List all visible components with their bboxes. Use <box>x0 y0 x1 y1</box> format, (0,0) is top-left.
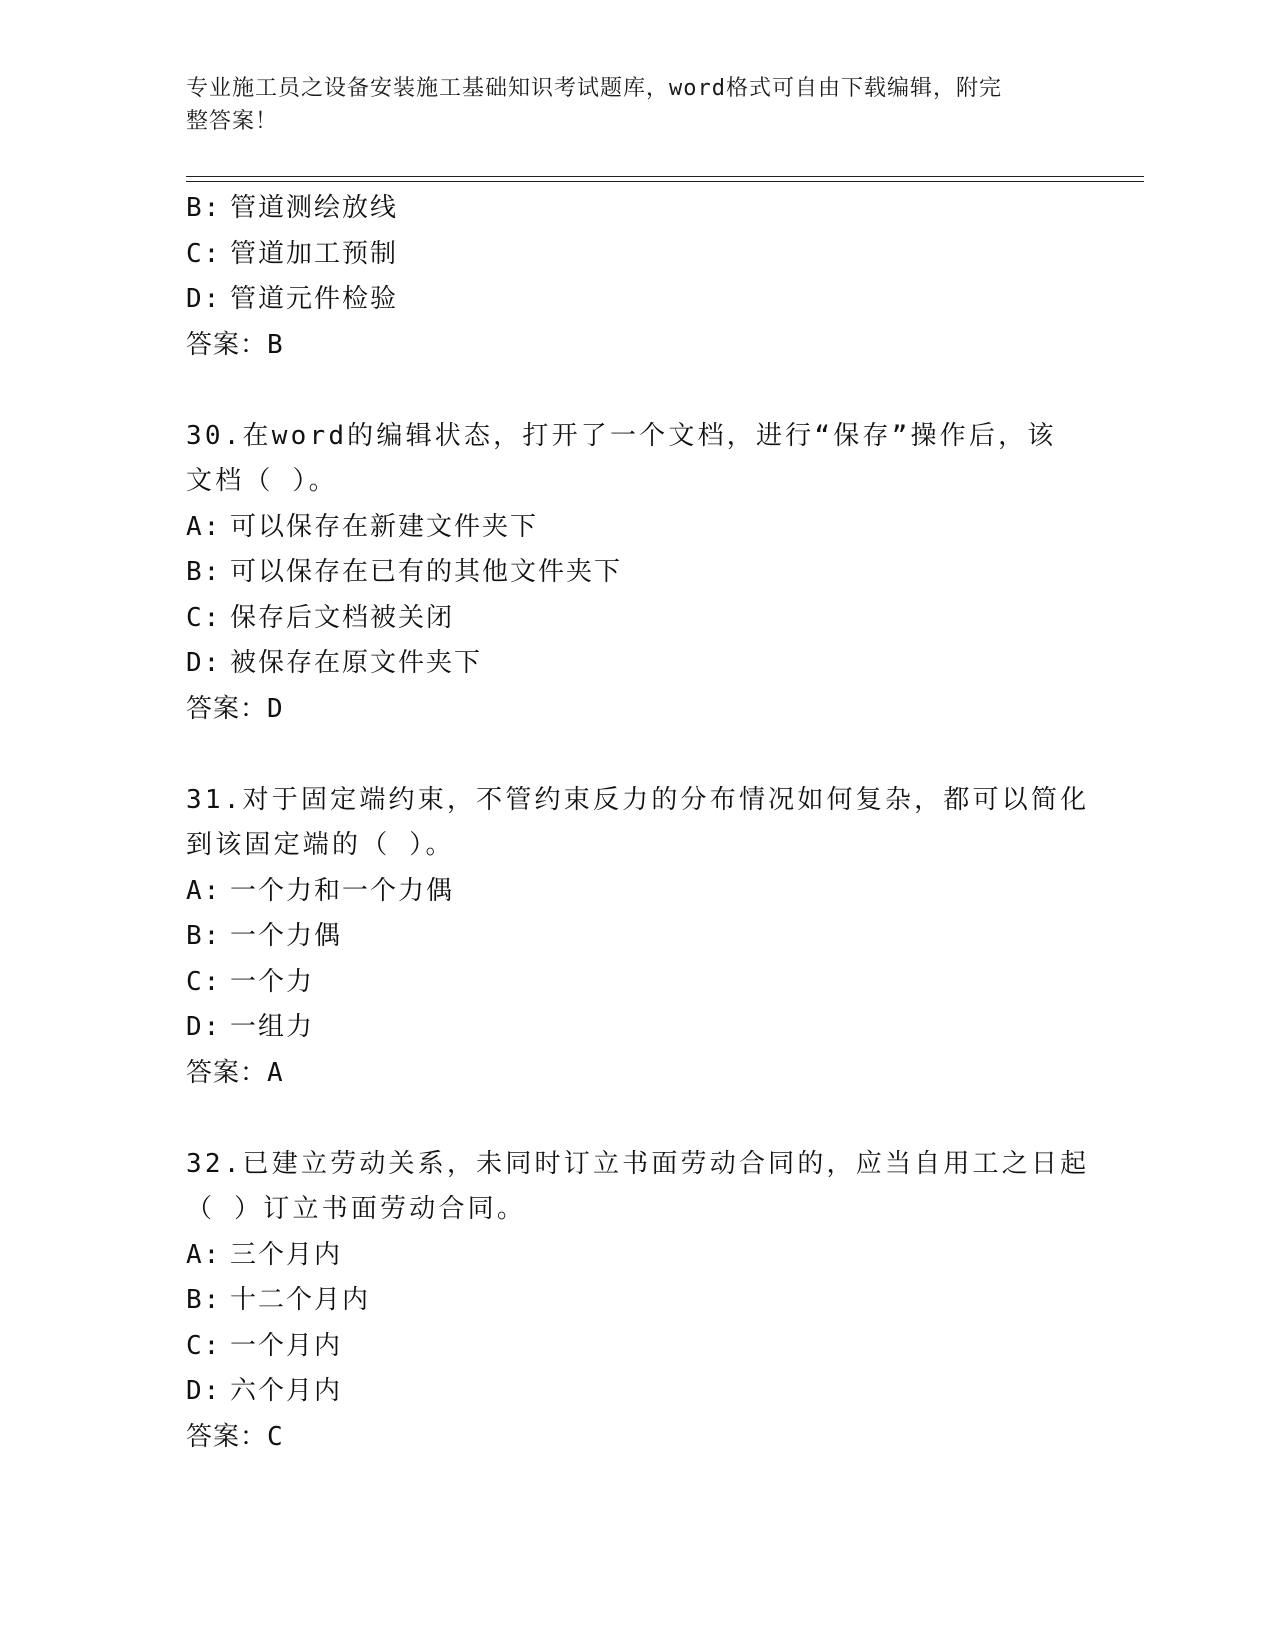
option-label: C: <box>186 238 222 269</box>
option-text: 一个力和一个力偶 <box>230 875 455 906</box>
document-header <box>186 72 1066 138</box>
option-text: 可以保存在已有的其他文件夹下 <box>230 557 623 587</box>
option-label: A: <box>186 511 222 542</box>
option-text: 三个月内 <box>230 1239 343 1270</box>
option-text: 一个力偶 <box>230 921 343 951</box>
option-a <box>186 505 1086 551</box>
option-d <box>186 277 1086 323</box>
option-d <box>186 1005 1086 1051</box>
option-text: 一组力 <box>230 1012 315 1042</box>
option-a <box>186 869 1086 915</box>
question-text-line: 到该固定端的（ ）。 <box>186 830 455 860</box>
header-line-2: 整答案！ <box>186 109 279 134</box>
option-text: 保存后文档被关闭 <box>230 602 455 633</box>
option-text: 管道元件检验 <box>230 284 399 314</box>
option-a <box>186 1233 1086 1279</box>
option-label: C: <box>186 602 222 633</box>
option-c <box>186 232 1086 278</box>
option-label: D: <box>186 284 222 314</box>
answer-line: 答案：C <box>186 1421 284 1452</box>
option-label: B: <box>186 557 222 587</box>
answer-line: 答案：D <box>186 693 284 724</box>
option-label: A: <box>186 875 222 906</box>
option-c <box>186 960 1086 1006</box>
question-text-line: （ ）订立书面劳动合同。 <box>186 1194 527 1224</box>
question-31 <box>186 778 1090 1097</box>
option-label: B: <box>186 921 222 951</box>
question-30 <box>186 414 1086 733</box>
option-label: D: <box>186 648 222 678</box>
header-line-1: 专业施工员之设备安装施工基础知识考试题库，word格式可自由下载编辑，附完 <box>186 76 1002 101</box>
answer-line: 答案：A <box>186 1057 284 1088</box>
question-list <box>186 186 1090 1460</box>
option-b <box>186 550 1086 596</box>
spacer <box>186 1096 1086 1142</box>
spacer <box>186 732 1086 778</box>
question-text-line: 32.已建立劳动关系，未同时订立书面劳动合同的，应当自用工之日起 <box>186 1148 1090 1179</box>
option-text: 六个月内 <box>230 1376 343 1406</box>
question-text-line: 31.对于固定端约束，不管约束反力的分布情况如何复杂，都可以简化 <box>186 784 1090 815</box>
spacer <box>186 368 1086 414</box>
option-text: 十二个月内 <box>230 1285 371 1315</box>
option-c <box>186 596 1086 642</box>
question-text-line: 文档（ ）。 <box>186 466 338 496</box>
option-d <box>186 641 1086 687</box>
option-d <box>186 1369 1086 1415</box>
option-c <box>186 1324 1086 1370</box>
option-label: B: <box>186 1285 222 1315</box>
answer-line: 答案：B <box>186 329 284 360</box>
header-rule-bottom <box>186 181 1144 182</box>
option-label: C: <box>186 966 222 997</box>
question-text-line: 30.在word的编辑状态，打开了一个文档，进行“保存”操作后，该 <box>186 420 1057 451</box>
option-text: 被保存在原文件夹下 <box>230 648 483 678</box>
option-label: D: <box>186 1376 222 1406</box>
option-label: A: <box>186 1239 222 1270</box>
option-label: D: <box>186 1012 222 1042</box>
option-label: B: <box>186 193 222 223</box>
option-text: 管道加工预制 <box>230 238 399 269</box>
option-b <box>186 186 1086 232</box>
option-b <box>186 914 1086 960</box>
option-label: C: <box>186 1330 222 1361</box>
option-text: 一个月内 <box>230 1330 343 1361</box>
question-32 <box>186 1142 1090 1461</box>
option-text: 可以保存在新建文件夹下 <box>230 511 539 542</box>
header-rule-top <box>186 176 1144 177</box>
option-text: 管道测绘放线 <box>230 193 399 223</box>
option-text: 一个力 <box>230 966 315 997</box>
option-b <box>186 1278 1086 1324</box>
question-29-continued <box>186 186 1086 368</box>
